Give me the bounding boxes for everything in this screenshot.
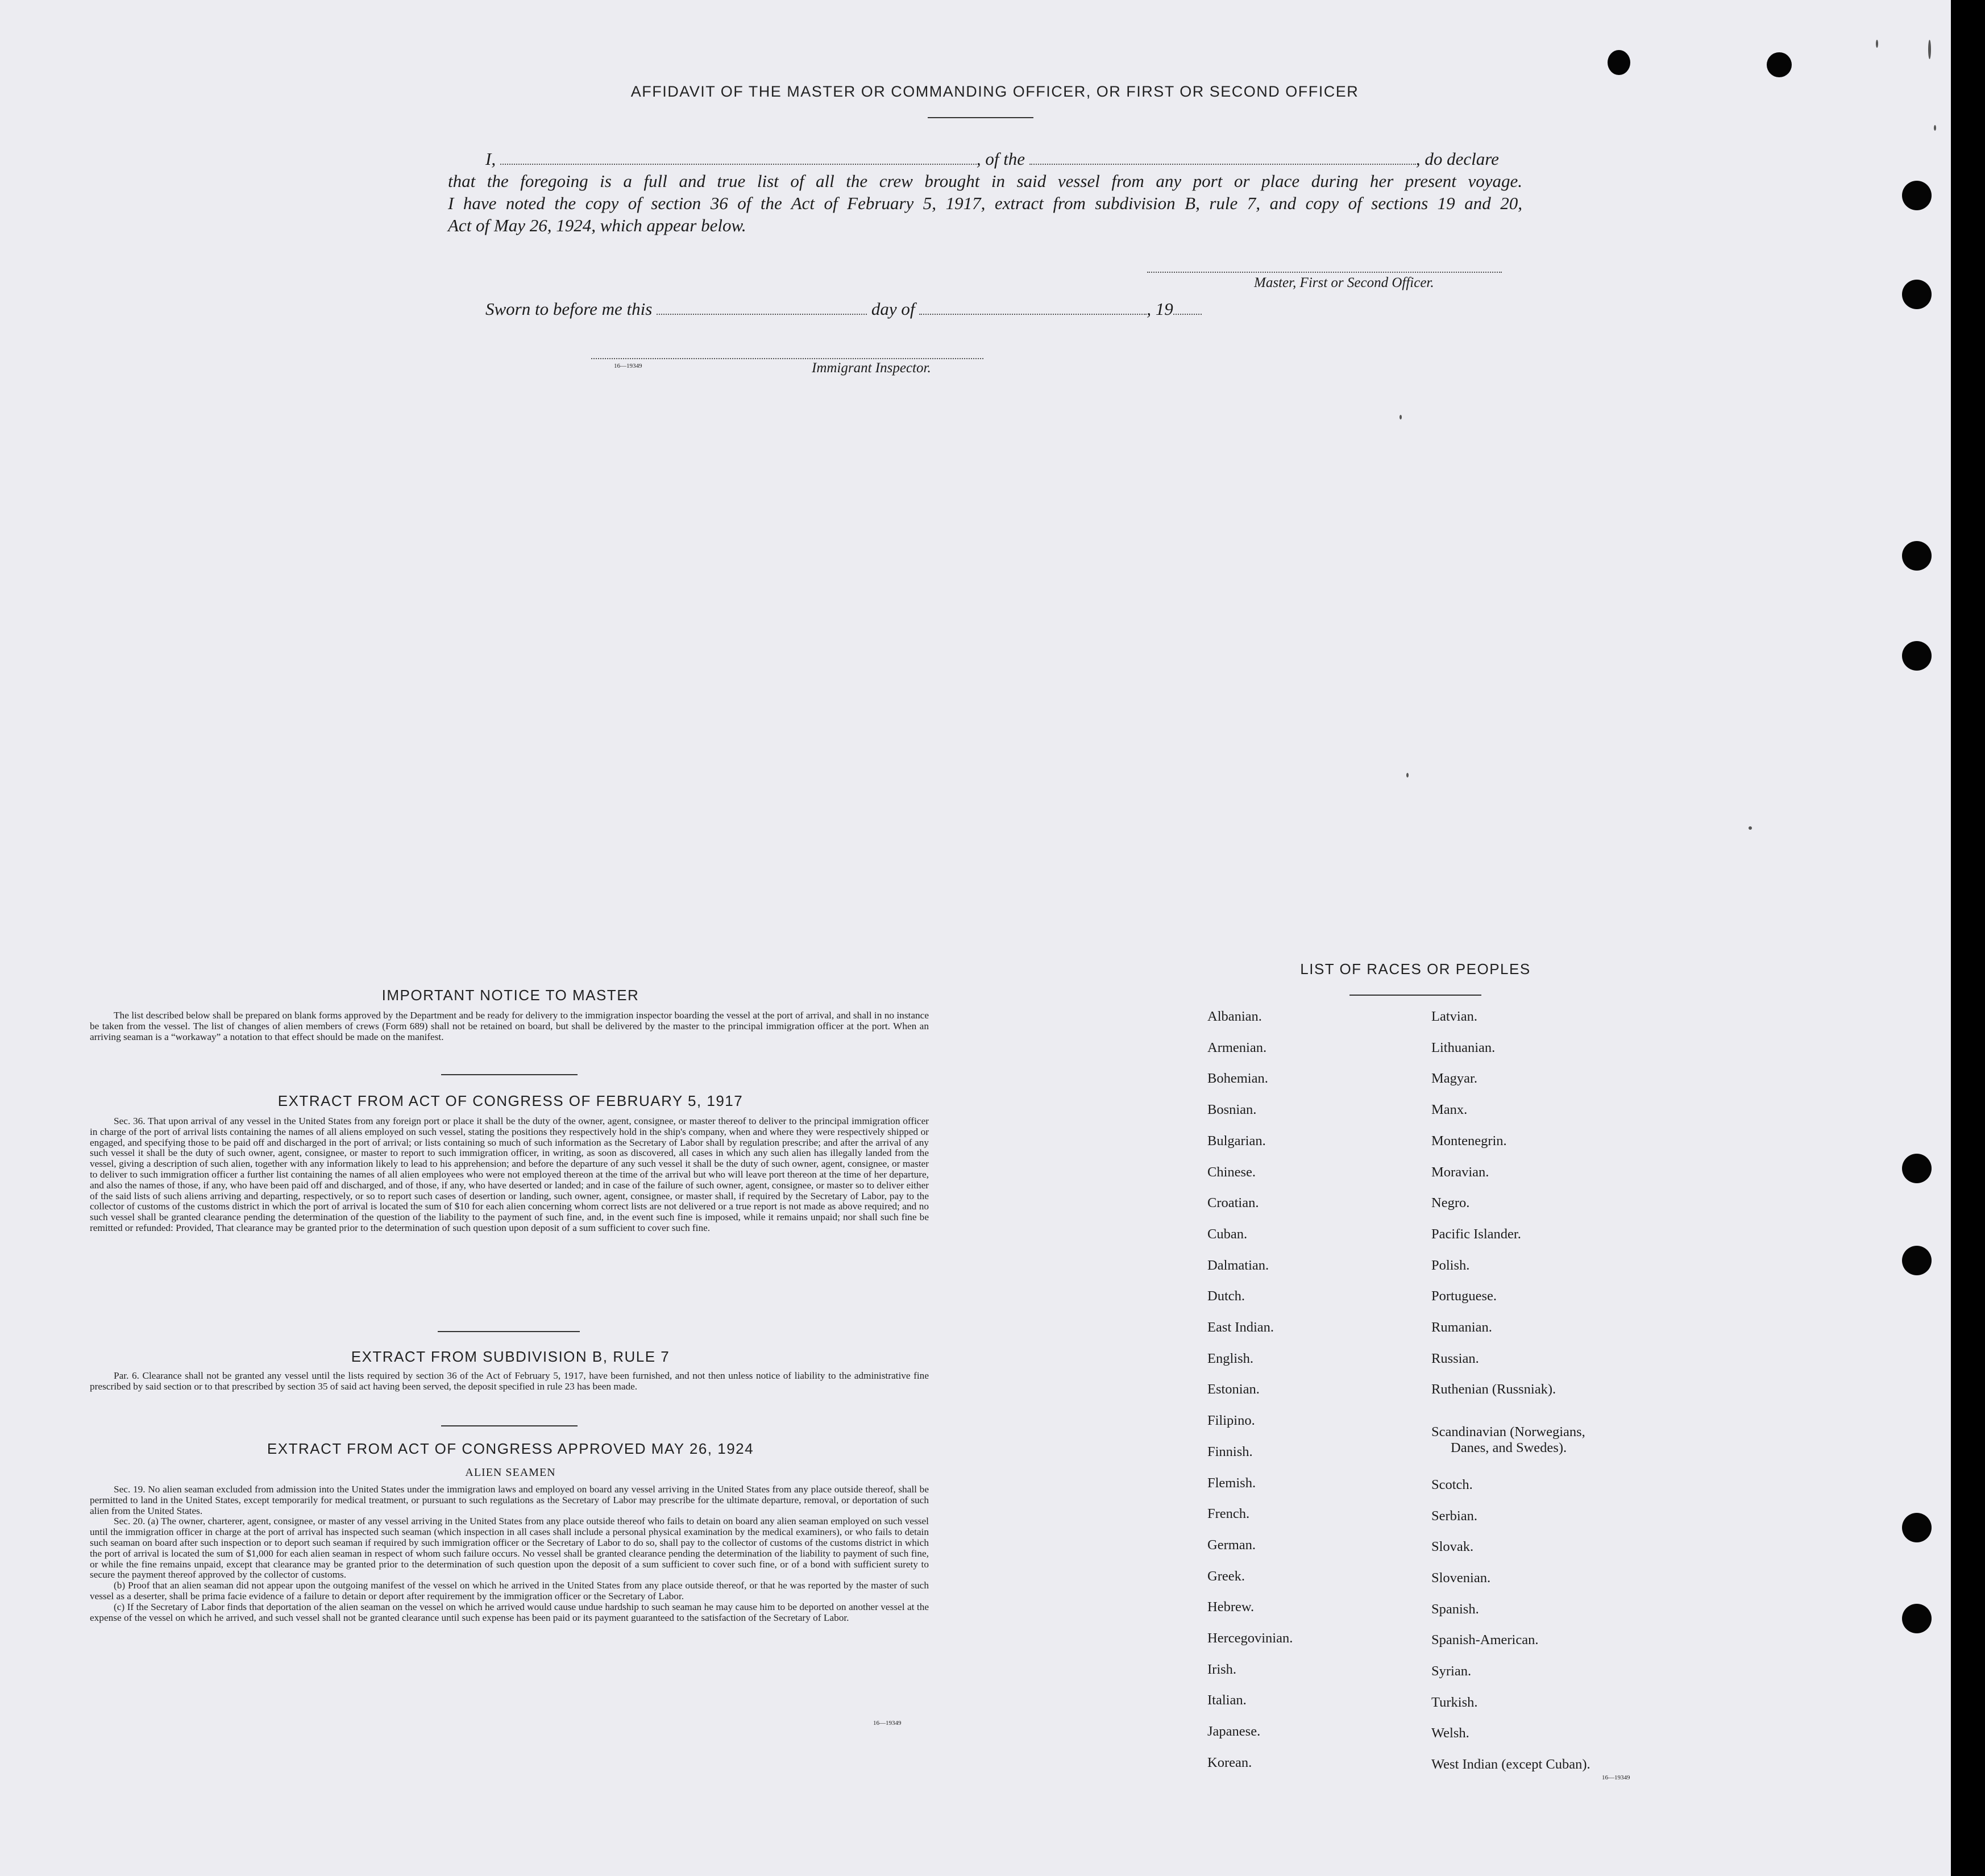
race-item: Albanian. bbox=[1207, 1009, 1262, 1024]
race-item: Japanese. bbox=[1207, 1724, 1261, 1740]
race-item: Bulgarian. bbox=[1207, 1133, 1266, 1149]
race-item: Russian. bbox=[1431, 1350, 1479, 1366]
signature-blank[interactable] bbox=[1147, 272, 1502, 273]
race-item: German. bbox=[1207, 1537, 1256, 1553]
form-number-top: 16—19349 bbox=[614, 363, 642, 369]
punch-hole bbox=[1902, 641, 1932, 671]
race-item: West Indian (except Cuban). bbox=[1431, 1757, 1591, 1773]
extract-1917-title: EXTRACT FROM ACT OF CONGRESS OF FEBRUARY 5, 1917 bbox=[277, 1092, 744, 1109]
race-item: Scotch. bbox=[1431, 1476, 1473, 1492]
race-item: Chinese. bbox=[1207, 1164, 1256, 1180]
race-item: Magyar. bbox=[1431, 1071, 1477, 1087]
form-number-bottom-left: 16—19349 bbox=[873, 1720, 902, 1727]
race-item: Finnish. bbox=[1207, 1444, 1253, 1459]
race-item: Flemish. bbox=[1207, 1475, 1256, 1491]
sworn-day-of: day of bbox=[871, 299, 915, 319]
speck bbox=[1400, 415, 1402, 419]
punch-hole bbox=[1902, 1246, 1932, 1275]
inspector-label: Immigrant Inspector. bbox=[812, 360, 931, 376]
race-item: Irish. bbox=[1207, 1661, 1237, 1677]
extract-rule7-body bbox=[90, 1371, 929, 1392]
sworn-prefix: Sworn to before me this bbox=[485, 299, 653, 319]
section-20a-paragraph: Sec. 20. (a) The owner, charterer, agent, consignee, or master of any vessel arriving in the United States from any place outside thereof who fails to detain on board any alien seaman employed on such vessel until the immigration officer in charge at the port of arrival has inspected such seaman (which inspection in all cases shall include a personal physical examination by the medical examiners), or who fails to detain such seaman on board after such inspection or to deport such seaman if required by such immigration officer or the Secretary of Labor to do so, shall pay to the collector of customs of the customs district in which the port of arrival is located the sum of $1,000 for each alien seaman in respect of whom such failure occurs. No vessel shall be granted clearance pending the determination of the liability to payment of such fine, or while the fine remains unpaid, except that clearance may be granted prior to the determination of such question upon the deposit of a sum sufficient to cover such fine, or of a bond with sufficient surety to secure the payment thereof approved by the collector of customs. bbox=[90, 1516, 929, 1580]
extract-1924-title: EXTRACT FROM ACT OF CONGRESS APPROVED MAY 26, 1924 bbox=[267, 1440, 754, 1457]
race-item: Negro. bbox=[1431, 1195, 1470, 1211]
race-item: Latvian. bbox=[1431, 1009, 1477, 1024]
punch-hole bbox=[1902, 1513, 1932, 1542]
divider-3 bbox=[441, 1425, 578, 1426]
race-item: Portuguese. bbox=[1431, 1288, 1497, 1304]
inspector-signature-blank[interactable] bbox=[591, 358, 983, 359]
race-item: Danes, and Swedes). bbox=[1451, 1440, 1567, 1456]
race-item: Korean. bbox=[1207, 1754, 1252, 1770]
race-item: Dalmatian. bbox=[1207, 1257, 1269, 1273]
name-blank[interactable] bbox=[500, 164, 977, 165]
signature-label: Master, First or Second Officer. bbox=[1254, 275, 1434, 290]
race-item: Croatian. bbox=[1207, 1195, 1259, 1211]
race-item: Pacific Islander. bbox=[1431, 1226, 1521, 1242]
section-20c-paragraph: (c) If the Secretary of Labor finds that deportation of the alien seaman on the vessel on which he arrived would cause undue hardship to such seaman he may cause him to be deported on another vessel at the expense of the vessel on which he arrived, and such vessel shall not be granted clearance until such expense has been paid or its payment guaranteed to the satisfaction of the Secretary of Labor. bbox=[90, 1601, 929, 1623]
extract-1917-body bbox=[90, 1116, 929, 1234]
race-item: Hebrew. bbox=[1207, 1599, 1255, 1615]
title-divider bbox=[928, 117, 1033, 118]
extract-rule7-title: EXTRACT FROM SUBDIVISION B, RULE 7 bbox=[351, 1348, 670, 1365]
speck bbox=[1934, 125, 1936, 131]
extract-1924-body bbox=[90, 1484, 929, 1623]
race-item: Bohemian. bbox=[1207, 1071, 1268, 1087]
race-item: Slovenian. bbox=[1431, 1570, 1491, 1586]
divider-1 bbox=[441, 1074, 578, 1075]
section-20b-paragraph: (b) Proof that an alien seaman did not appear upon the outgoing manifest of the vessel on which he arrived in the United States from any place outside thereof, or that he was reported by the master of such vessel as a deserter, shall be prima facie evidence of a failure to detain or deport after requirement by the immigration officer or the Secretary of Labor. bbox=[90, 1580, 929, 1602]
divider-2 bbox=[438, 1331, 580, 1332]
section-19-paragraph: Sec. 19. No alien seaman excluded from admission into the United States under the immigration laws and employed on board any vessel arriving in the United States from any place outside thereof, shall be permitted to land in the United States, except temporarily for medical treatment, or pursuant to such regulations as the Secretary of Labor may prescribe for the ultimate departure, removal, or deportation of such alien from the United States. bbox=[90, 1484, 929, 1516]
race-item: Hercegovinian. bbox=[1207, 1630, 1293, 1646]
speck bbox=[1406, 773, 1409, 777]
race-item: Rumanian. bbox=[1431, 1320, 1492, 1335]
punch-hole bbox=[1767, 52, 1792, 77]
affidavit-of-the: , of the bbox=[976, 149, 1025, 169]
punch-hole bbox=[1902, 1604, 1932, 1633]
affidavit-title: AFFIDAVIT OF THE MASTER OR COMMANDING OFFICER, OR FIRST OR SECOND OFFICER bbox=[630, 83, 1359, 100]
race-item: Syrian. bbox=[1431, 1663, 1472, 1679]
speck bbox=[1928, 40, 1931, 59]
affidavit-line-4: Act of May 26, 1924, which appear below. bbox=[448, 215, 746, 235]
race-item: Montenegrin. bbox=[1431, 1133, 1507, 1149]
race-item: Spanish-American. bbox=[1431, 1632, 1539, 1648]
race-item: Lithuanian. bbox=[1431, 1039, 1496, 1055]
alien-seamen-subtitle: ALIEN SEAMEN bbox=[465, 1466, 556, 1479]
speck bbox=[1876, 40, 1878, 48]
race-item: Slovak. bbox=[1431, 1539, 1474, 1555]
race-item: Polish. bbox=[1431, 1257, 1470, 1273]
race-item: Bosnian. bbox=[1207, 1102, 1257, 1118]
race-item: Spanish. bbox=[1431, 1601, 1479, 1617]
race-item: Welsh. bbox=[1431, 1725, 1469, 1741]
form-number-races: 16—19349 bbox=[1602, 1774, 1630, 1781]
race-item: Dutch. bbox=[1207, 1288, 1245, 1304]
sworn-year-blank[interactable] bbox=[1173, 314, 1202, 315]
speck bbox=[1749, 826, 1752, 830]
punch-hole bbox=[1608, 50, 1630, 75]
paragraph-6: Par. 6. Clearance shall not be granted any vessel until the lists required by section 36 of the Act of February 5, 1917, have been furnished, and not then unless notice of liability to the administrative fine prescribed by said section or to that prescribed by section 35 of said act having been served, the deposit specified in rule 23 has been made. bbox=[90, 1370, 929, 1392]
affidavit-line-2: that the foregoing is a full and true list of all the crew brought in said vessel from any port or place during her present voyage. bbox=[448, 171, 1522, 191]
race-item: Armenian. bbox=[1207, 1039, 1267, 1055]
affidavit-declare: , do declare bbox=[1415, 149, 1499, 169]
punch-hole bbox=[1902, 541, 1932, 571]
race-item: Turkish. bbox=[1431, 1694, 1478, 1710]
vessel-blank[interactable] bbox=[1029, 164, 1416, 165]
race-item: Ruthenian (Russniak). bbox=[1431, 1382, 1556, 1397]
notice-body bbox=[90, 1010, 929, 1042]
race-item: Greek. bbox=[1207, 1568, 1245, 1584]
affidavit-line-1 bbox=[485, 149, 1499, 169]
affidavit-i: I, bbox=[485, 149, 496, 169]
punch-hole bbox=[1902, 1154, 1932, 1183]
notice-paragraph: The list described below shall be prepared on blank forms approved by the Department and be ready for delivery to the immigration inspector boarding the vessel at the port of arrival, and shall in no instance be taken from the vessel. The list of changes of alien members of crews (Form 689) shall not be retained on board, but shall be delivered by the master to the principal immigration officer at the port. When an arriving seaman is a “workaway” a notation to that effect should be made on the manifest. bbox=[90, 1010, 929, 1042]
race-item: Manx. bbox=[1431, 1102, 1468, 1118]
race-item: Serbian. bbox=[1431, 1508, 1477, 1524]
sworn-day-blank[interactable] bbox=[657, 314, 867, 315]
race-item: Moravian. bbox=[1431, 1164, 1489, 1180]
race-item: English. bbox=[1207, 1350, 1253, 1366]
sworn-month-blank[interactable] bbox=[919, 314, 1147, 315]
sworn-line bbox=[485, 299, 1202, 319]
punch-hole bbox=[1902, 181, 1932, 210]
race-item: Scandinavian (Norwegians, bbox=[1431, 1424, 1585, 1440]
race-item: Italian. bbox=[1207, 1692, 1247, 1708]
races-divider bbox=[1349, 995, 1481, 996]
notice-title: IMPORTANT NOTICE TO MASTER bbox=[381, 987, 639, 1004]
punch-hole bbox=[1902, 280, 1932, 309]
race-item: East Indian. bbox=[1207, 1320, 1274, 1335]
races-title: LIST OF RACES OR PEOPLES bbox=[1300, 960, 1531, 977]
sworn-year: , 19 bbox=[1147, 299, 1173, 319]
race-item: Filipino. bbox=[1207, 1413, 1255, 1429]
race-item: French. bbox=[1207, 1506, 1250, 1522]
race-item: Cuban. bbox=[1207, 1226, 1248, 1242]
affidavit-line-3: I have noted the copy of section 36 of the Act of February 5, 1917, extract from subdivision B, rule 7, and copy of sections 19 and 20, bbox=[448, 193, 1522, 213]
race-item: Estonian. bbox=[1207, 1382, 1260, 1397]
section-36-paragraph: Sec. 36. That upon arrival of any vessel in the United States from any foreign port or place it shall be the duty of the owner, agent, consignee, or master thereof to deliver to the principal immigration officer in charge of the port of arrival lists containing the names of all aliens employed on such vessel, stating the positions they respectively hold in the ship's company, when and where they were respectively shipped or engaged, and specifying those to be paid off and discharged in the port of arrival; or lists containing so much of such information as the Secretary of Labor shall by regulation prescribe; and after the arrival of any such vessel it shall be the duty of such owner, agent, consignee, or master to report to such immigration officer, in writing, as soon as discovered, all cases in which any such alien has illegally landed from the vessel, giving a description of such alien, together with any information likely to lead to his apprehension; and before the departure of any such vessel it shall be the duty of such owner, agent, consignee, or master to deliver to such immigration officer a further list containing the names of all alien employees who were not employed thereon at the time of the arrival but who will leave port thereon at the time of her departure, and also the names of those, if any, who have been paid off and discharged, and of those, if any, who have deserted or landed; and in case of the failure of such owner, agent, consignee, or master so to deliver either of the said lists of such aliens arriving and departing, respectively, or so to report such cases of desertion or landing, such owner, agent, consignee, or master shall, if required by the Secretary of Labor, pay to the collector of customs of the customs district in which the port of arrival is located the sum of $10 for each alien concerning whom correct lists are not delivered or a true report is not made as above required; and no such vessel shall be granted clearance pending the determination of the question of the liability to the payment of such fine, and, in the event such fine is imposed, while it remains unpaid; nor shall such fine be remitted or refunded: Provided, That clearance may be granted prior to the determination of such question upon deposit of a sum sufficient to cover such fine. bbox=[90, 1116, 929, 1233]
